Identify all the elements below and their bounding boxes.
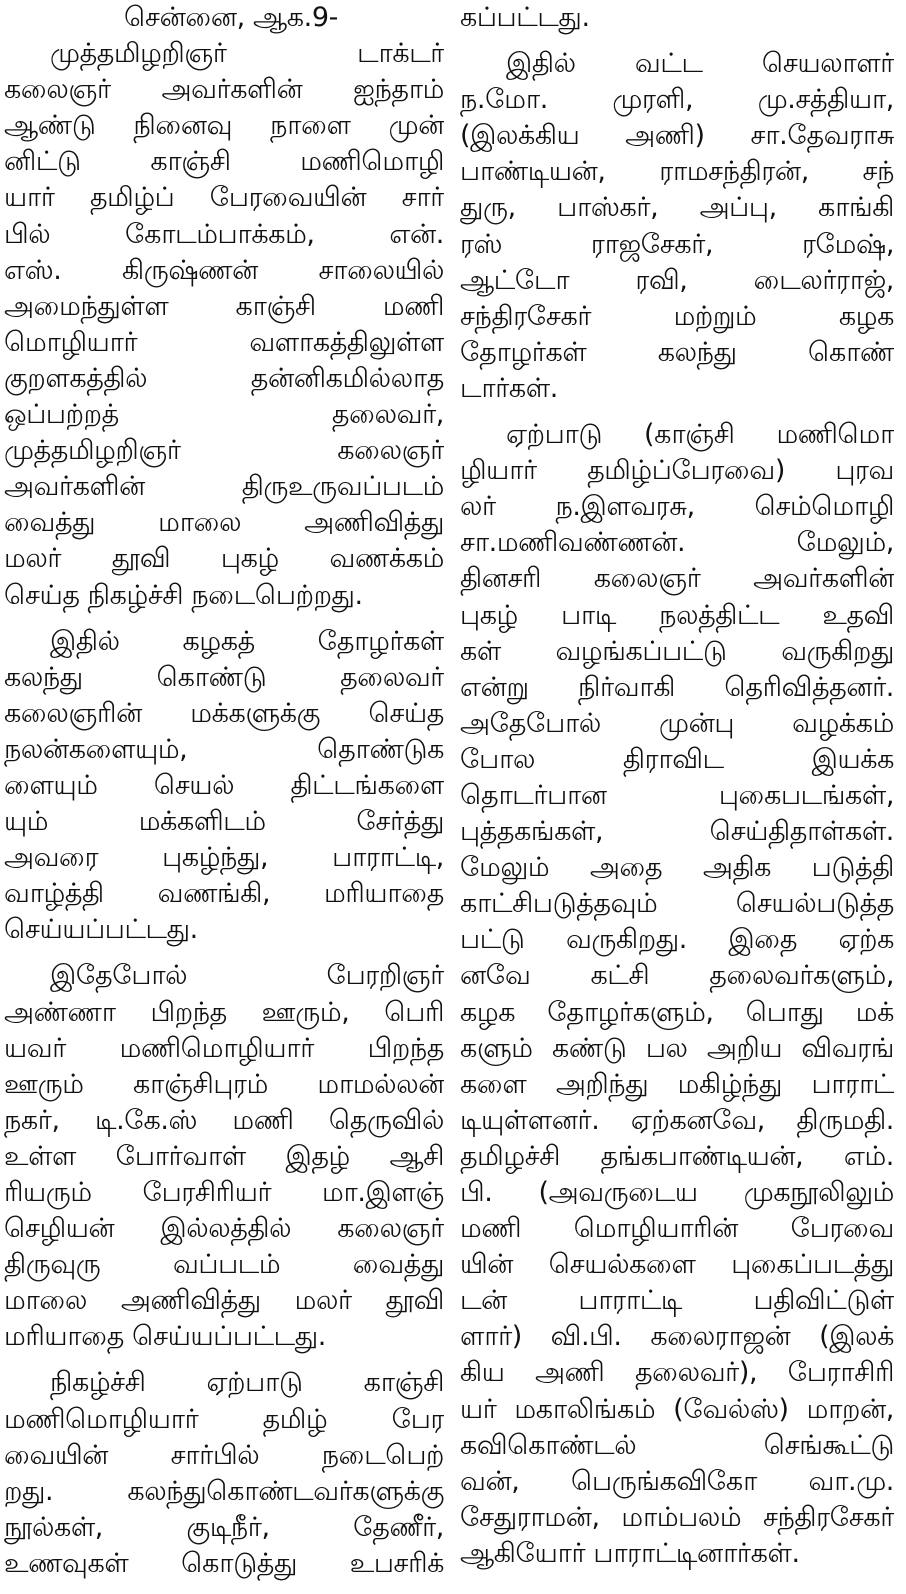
article-text-line: லர் ந.இளவரசு, செம்மொழி bbox=[460, 491, 894, 523]
article-text-line: தினசரி கலைஞர் அவர்களின் bbox=[460, 563, 894, 595]
article-text-line: யவர் மணிமொழியார் பிறந்த bbox=[4, 1032, 444, 1064]
article-text-line: சந்திரசேகர் மற்றும் கழக bbox=[460, 300, 894, 332]
article-text-line: ரஸ் ராஜசேகர், ரமேஷ், bbox=[460, 228, 894, 260]
article-text-line: அமைந்துள்ள காஞ்சி மணி bbox=[4, 290, 444, 322]
article-text-line: மொழியார் வளாகத்திலுள்ள bbox=[4, 326, 444, 358]
article-text-line: னவே கட்சி தலைவர்களும், bbox=[460, 960, 894, 992]
article-text-line: ழியார் தமிழ்ப்பேரவை) புரவ bbox=[460, 455, 894, 487]
article-text-line: என்று நிர்வாகி தெரிவித்தனர். bbox=[460, 671, 894, 703]
article-text-line: இதில் கழகத் தோழர்கள் bbox=[50, 625, 444, 657]
article-text-line: காட்சிபடுத்தவும் செயல்படுத்த bbox=[460, 888, 894, 920]
article-text-line: கலைஞர் அவர்களின் ஐந்தாம் bbox=[4, 74, 444, 106]
article-text-line: கப்பட்டது. bbox=[460, 2, 590, 33]
article-text-line: கவிகொண்டல் செங்கூட்டு bbox=[460, 1429, 894, 1461]
article-text-line: மணி மொழியாரின் பேரவை bbox=[460, 1213, 894, 1245]
article-text-line: பி. (அவருடைய முகநூலிலும் bbox=[460, 1177, 894, 1208]
article-text-line: வைத்து மாலை அணிவித்து bbox=[4, 507, 444, 539]
article-text-line: யார் தமிழ்ப் பேரவையின் சார் bbox=[4, 182, 444, 214]
article-text-line: புகழ் பாடி நலத்திட்ட உதவி bbox=[460, 599, 894, 631]
article-text-line: கள் வழங்கப்பட்டு வருகிறது bbox=[460, 635, 894, 667]
article-text-line: செழியன் இல்லத்தில் கலைஞர் bbox=[4, 1213, 444, 1245]
article-text-line: கிய அணி தலைவர்), பேராசிரி bbox=[460, 1357, 894, 1389]
article-text-line: தமிழச்சி தங்கபாண்டியன், எம். bbox=[460, 1140, 894, 1172]
article-text-line: முத்தமிழறிஞர் கலைஞர் bbox=[4, 435, 444, 467]
article-text-line: வையின் சார்பில் நடைபெற் bbox=[4, 1439, 444, 1471]
article-text-line: ஏற்பாடு (காஞ்சி மணிமொ bbox=[506, 419, 894, 451]
article-text-line: மணிமொழியார் தமிழ் பேர bbox=[4, 1403, 444, 1435]
article-text-line: அவரை புகழ்ந்து, பாராட்டி, bbox=[4, 842, 444, 874]
article-text-line: திருவுரு வப்படம் வைத்து bbox=[4, 1249, 444, 1281]
article-text-line: தொடர்பான புகைபடங்கள், bbox=[460, 779, 894, 811]
article-text-line: யின் செயல்களை புகைப்படத்து bbox=[460, 1249, 894, 1281]
article-text-line: மலர் தூவி புகழ் வணக்கம் bbox=[4, 543, 444, 575]
article-column-right bbox=[450, 0, 894, 1594]
article-text-line: டார்கள். bbox=[460, 372, 558, 404]
article-text-line: எஸ். கிருஷ்ணன் சாலையில் bbox=[4, 254, 444, 286]
article-text-line: கலந்து கொண்டு தலைவர் bbox=[4, 661, 444, 693]
article-text-line: நலன்களையும், தொண்டுக bbox=[4, 733, 444, 765]
article-text-line: போல திராவிட இயக்க bbox=[460, 743, 894, 775]
article-text-line: செய்யப்பட்டது. bbox=[4, 914, 198, 946]
article-text-line: முத்தமிழறிஞர் டாக்டர் bbox=[50, 38, 444, 70]
article-text-line: பில் கோடம்பாக்கம், என். bbox=[4, 218, 444, 250]
article-text-line: சென்னை, ஆக.9- bbox=[124, 2, 338, 33]
article-text-line: பாண்டியன், ராமசந்திரன், சந் bbox=[460, 156, 894, 188]
article-text-line: ஊரும் காஞ்சிபுரம் மாமல்லன் bbox=[4, 1068, 444, 1100]
article-text-line: யர் மகாலிங்கம் (வேல்ஸ்) மாறன், bbox=[460, 1393, 894, 1425]
article-text-line: ஆகியோர் பாராட்டினார்கள். bbox=[460, 1537, 800, 1569]
article-text-line: நிகழ்ச்சி ஏற்பாடு காஞ்சி bbox=[50, 1367, 444, 1399]
article-text-line: மேலும் அதை அதிக படுத்தி bbox=[460, 852, 894, 884]
article-text-line: கழக தோழர்களும், பொது மக் bbox=[460, 996, 894, 1028]
article-text-line: களும் கண்டு பல அறிய விவரங் bbox=[460, 1032, 894, 1064]
article-text-line: சேதுராமன், மாம்பலம் சந்திரசேகர் bbox=[460, 1501, 894, 1533]
article-column-left bbox=[4, 0, 450, 1594]
article-text-line: செய்த நிகழ்ச்சி நடைபெற்றது. bbox=[4, 579, 363, 611]
article-text-line: வாழ்த்தி வணங்கி, மரியாதை bbox=[4, 878, 444, 910]
article-text-line: ஆண்டு நினைவு நாளை முன் bbox=[4, 110, 444, 142]
article-text-line: னிட்டு காஞ்சி மணிமொழி bbox=[4, 146, 444, 178]
article-text-line: ஒப்பற்றத் தலைவர், bbox=[4, 399, 444, 431]
article-text-line: அதேபோல் முன்பு வழக்கம் bbox=[460, 707, 894, 739]
article-text-line: பட்டு வருகிறது. இதை ஏற்க bbox=[460, 924, 894, 956]
article-text-line: ந.மோ. முரளி, மு.சத்தியா, bbox=[460, 84, 894, 116]
article-text-line: அவர்களின் திருஉருவப்படம் bbox=[4, 471, 444, 503]
article-text-line: ளார்) வி.பி. கலைராஜன் (இலக் bbox=[460, 1321, 894, 1353]
article-text-line: கலைஞரின் மக்களுக்கு செய்த bbox=[4, 697, 444, 729]
article-text-line: யும் மக்களிடம் சேர்த்து bbox=[4, 806, 444, 838]
article-text-line: றது. கலந்துகொண்டவர்களுக்கு bbox=[4, 1475, 444, 1507]
article-text-line: இதேபோல் பேரறிஞர் bbox=[50, 960, 444, 992]
article-text-line: துரு, பாஸ்கர், அப்பு, காங்கி bbox=[460, 192, 894, 224]
article-text-line: சா.மணிவண்ணன். மேலும், bbox=[460, 527, 894, 559]
article-text-line: ஆட்டோ ரவி, டைலர்ராஜ், bbox=[460, 264, 894, 296]
article-text-line: நகர், டி.கே.ஸ் மணி தெருவில் bbox=[4, 1104, 444, 1136]
article-text-line: டன் பாராட்டி பதிவிட்டுள் bbox=[460, 1285, 894, 1317]
article-text-line: நூல்கள், குடிநீர், தேணீர், bbox=[4, 1511, 444, 1543]
article-text-line: இதில் வட்ட செயலாளர் bbox=[506, 48, 894, 80]
article-text-line: மாலை அணிவித்து மலர் தூவி bbox=[4, 1285, 444, 1317]
article-text-line: உள்ள போர்வாள் இதழ் ஆசி bbox=[4, 1140, 444, 1172]
article-text-line: மரியாதை செய்யப்பட்டது. bbox=[4, 1321, 326, 1353]
article-text-line: வன், பெருங்கவிகோ வா.மு. bbox=[460, 1465, 894, 1497]
article-text-line: தோழர்கள் கலந்து கொண் bbox=[460, 336, 894, 368]
article-text-line: அண்ணா பிறந்த ஊரும், பெரி bbox=[4, 996, 444, 1028]
article-text-line: (இலக்கிய அணி) சா.தேவராசு bbox=[460, 120, 894, 152]
article-text-line: டியுள்ளனர். ஏற்கனவே, திருமதி. bbox=[460, 1104, 894, 1136]
article-text-line: குறளகத்தில் தன்னிகமில்லாத bbox=[4, 362, 444, 394]
article-text-line: புத்தகங்கள், செய்திதாள்கள். bbox=[460, 816, 894, 848]
article-text-line: உணவுகள் கொடுத்து உபசரிக் bbox=[4, 1547, 444, 1579]
article-text-line: களை அறிந்து மகிழ்ந்து பாராட் bbox=[460, 1068, 894, 1100]
article-text-line: ரியரும் பேரசிரியர் மா.இளஞ் bbox=[4, 1177, 444, 1208]
article-text-line: ளையும் செயல் திட்டங்களை bbox=[4, 769, 444, 801]
